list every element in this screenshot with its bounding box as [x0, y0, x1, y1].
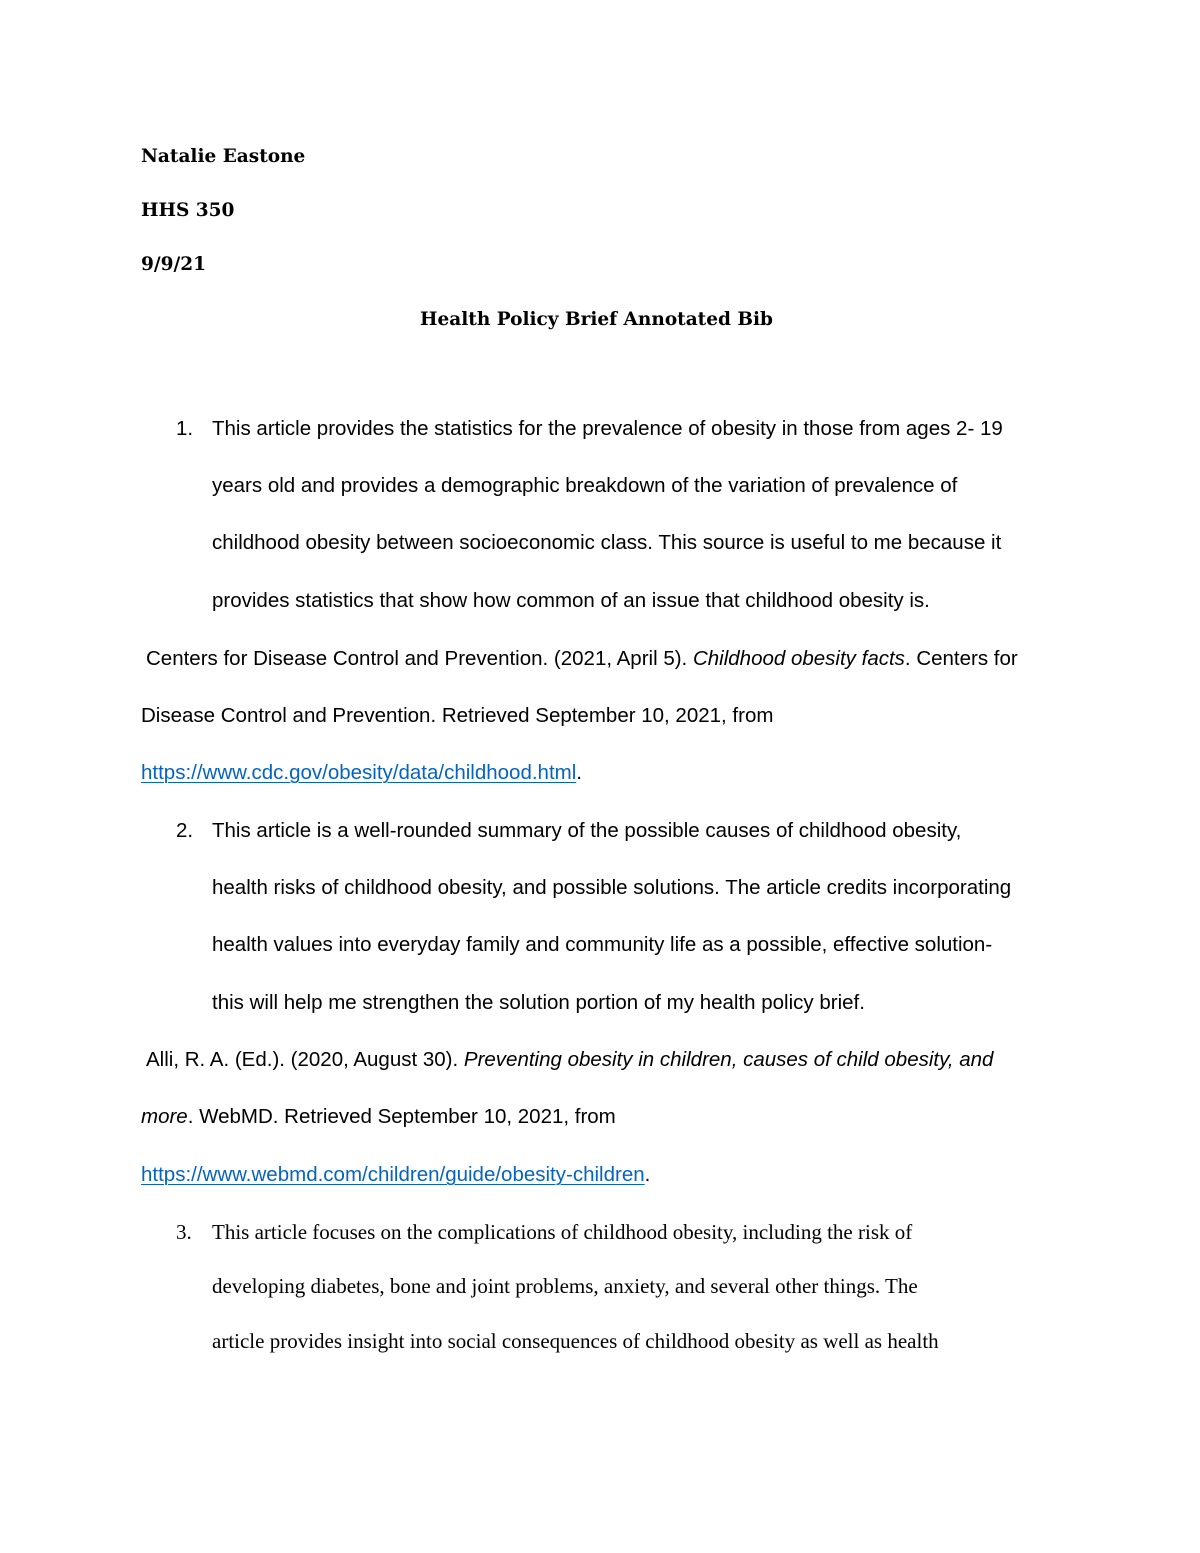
- entry-2-citation-line-2: [141, 1104, 616, 1130]
- citation-title-continued: more: [141, 1105, 188, 1128]
- entry-3-annotation-line: developing diabetes, bone and joint problems, anxiety, and several other things. The: [212, 1274, 918, 1298]
- entry-1-annotation-line: childhood obesity between socioeconomic class. This source is useful to me because it: [212, 531, 1002, 554]
- entry-1-citation-line-3: [141, 760, 582, 786]
- entry-2-annotation-line: health values into everyday family and community life as a possible, effective solution-: [212, 933, 993, 956]
- entry-3-number: 3.: [176, 1220, 192, 1244]
- entry-1-number: 1.: [176, 417, 194, 440]
- entry-2-number: 2.: [176, 819, 194, 842]
- citation-title: Preventing obesity in children, causes of child obesity, and: [463, 1048, 994, 1071]
- citation-publisher: . Centers for: [904, 647, 1018, 670]
- course-code: HHS 350: [141, 200, 235, 221]
- entry-3-annotation-line: This article focuses on the complications of childhood obesity, including the risk of: [212, 1220, 913, 1244]
- citation-url-period: .: [576, 761, 582, 784]
- citation-publisher: . WebMD. Retrieved September 10, 2021, from: [187, 1105, 616, 1128]
- citation-url-link[interactable]: https://www.cdc.gov/obesity/data/childhood.html: [141, 761, 577, 784]
- citation-authors: Alli, R. A. (Ed.). (2020, August 30).: [146, 1048, 464, 1071]
- document-title: Health Policy Brief Annotated Bib: [420, 309, 773, 330]
- entry-1-citation-line-2: Disease Control and Prevention. Retrieved September 10, 2021, from: [141, 704, 774, 727]
- entry-2-citation-line-3: [141, 1162, 650, 1188]
- entry-1-annotation-line: years old and provides a demographic breakdown of the variation of prevalence of: [212, 474, 958, 497]
- entry-1-citation-line-1: [146, 646, 1018, 672]
- entry-2-citation-line-1: [146, 1047, 993, 1073]
- document-date: 9/9/21: [141, 254, 207, 275]
- entry-1-annotation-line: This article provides the statistics for the prevalence of obesity in those from ages 2- 19: [212, 417, 1003, 440]
- citation-url-period: .: [644, 1163, 651, 1186]
- entry-1-annotation-line: provides statistics that show how common of an issue that childhood obesity is.: [212, 589, 930, 612]
- citation-authors: Centers for Disease Control and Prevention. (2021, April 5).: [146, 647, 693, 670]
- citation-url-link[interactable]: https://www.webmd.com/children/guide/obesity-children: [141, 1163, 645, 1186]
- entry-2-annotation-line: This article is a well-rounded summary of the possible causes of childhood obesity,: [212, 819, 962, 842]
- entry-2-annotation-line: health risks of childhood obesity, and possible solutions. The article credits incorporating: [212, 876, 1012, 899]
- author-name: Natalie Eastone: [141, 146, 306, 167]
- entry-3-annotation-line: article provides insight into social consequences of childhood obesity as well as health: [212, 1329, 939, 1353]
- citation-title: Childhood obesity facts: [692, 647, 905, 670]
- entry-2-annotation-line: this will help me strengthen the solution portion of my health policy brief.: [212, 991, 865, 1014]
